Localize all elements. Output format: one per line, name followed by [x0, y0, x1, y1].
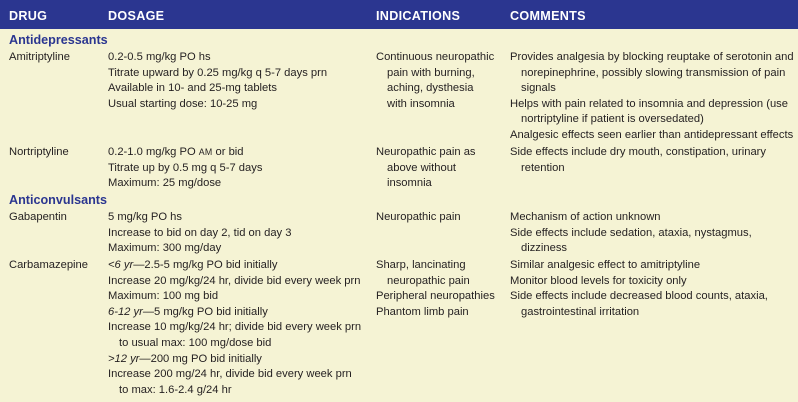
comment-line: Side effects include dry mouth, constipation, urinary	[510, 146, 767, 158]
dosage-line: 5 mg/kg PO hs	[108, 211, 182, 223]
comment-line: Monitor blood levels for toxicity only	[510, 274, 687, 287]
comment-line: gastrointestinal irritation	[521, 305, 640, 318]
section-anticonvulsants: Anticonvulsants	[9, 193, 107, 207]
comment-line: Similar analgesic effect to amitriptyline	[510, 259, 701, 271]
indication-line: Neuropathic pain	[376, 211, 461, 223]
comment-line: Side effects include decreased blood counts, ataxia,	[510, 290, 768, 303]
drug-nortriptyline: Nortriptyline	[9, 146, 69, 158]
amitriptyline-dosage	[108, 50, 368, 112]
comment-line: Mechanism of action unknown	[510, 211, 661, 223]
indication-line: pain with burning,	[387, 66, 475, 79]
dosage-line: Usual starting dose: 10-25 mg	[108, 97, 258, 110]
dose-text: or bid	[212, 146, 244, 158]
header-comments: COMMENTS	[510, 9, 586, 23]
dosage-line: 0.2-0.5 mg/kg PO hs	[108, 51, 211, 63]
dosage-line: Available in 10- and 25-mg tablets	[108, 82, 277, 95]
dose-text: —2.5-5 mg/kg PO bid initially	[133, 259, 278, 271]
indication-line: with insomnia	[387, 97, 455, 110]
dose-text: —200 mg PO bid initially	[139, 352, 262, 365]
indication-line: aching, dysthesia	[387, 82, 474, 95]
gabapentin-dosage	[108, 210, 368, 257]
dosage-line	[108, 145, 368, 161]
dosage-line: Increase 10 mg/kg/24 hr; divide bid every week prn	[108, 321, 362, 334]
comment-line: nortriptyline if patient is oversedated)	[521, 113, 704, 126]
header-dosage: DOSAGE	[108, 9, 165, 23]
header-indications: INDICATIONS	[376, 9, 461, 23]
age-group: >12 yr	[108, 352, 140, 365]
carbamazepine-indications	[376, 258, 502, 320]
indication-line: Phantom limb pain	[376, 305, 469, 318]
indication-line: above without	[387, 161, 457, 174]
header-drug: DRUG	[9, 9, 48, 23]
dosage-line: to max: 1.6-2.4 g/24 hr	[119, 383, 232, 396]
indication-line: Neuropathic pain as	[376, 146, 476, 158]
nortriptyline-dosage	[108, 145, 368, 192]
drug-carbamazepine: Carbamazepine	[9, 259, 88, 271]
comment-line: norepinephrine, possibly slowing transmission of pain	[521, 66, 786, 79]
dose-text: 0.2-1.0 mg/kg PO	[108, 146, 199, 158]
amitriptyline-indications	[376, 50, 502, 112]
comment-line: dizziness	[521, 242, 568, 255]
dosage-line: Increase 20 mg/kg/24 hr, divide bid every week prn	[108, 274, 361, 287]
age-group: <6 yr	[108, 259, 134, 271]
indication-line: neuropathic pain	[387, 274, 470, 287]
indication-line: Continuous neuropathic	[376, 51, 495, 63]
dosage-line: Titrate up by 0.5 mg q 5-7 days	[108, 161, 263, 174]
drug-amitriptyline: Amitriptyline	[9, 51, 70, 63]
age-group: 6-12 yr	[108, 305, 143, 318]
comment-line: Helps with pain related to insomnia and depression (use	[510, 97, 788, 110]
drug-gabapentin: Gabapentin	[9, 211, 67, 223]
comment-line: Provides analgesia by blocking reuptake of serotonin and	[510, 51, 794, 63]
carbamazepine-dosage	[108, 258, 368, 398]
dosage-line	[108, 352, 368, 368]
table-header	[0, 0, 798, 29]
indication-line: Sharp, lancinating	[376, 259, 466, 271]
comment-line: signals	[521, 82, 556, 95]
amitriptyline-comments	[510, 50, 792, 144]
dosage-line: Maximum: 25 mg/dose	[108, 177, 222, 190]
dosage-line: Increase 200 mg/24 hr, divide bid every week prn	[108, 368, 352, 381]
carbamazepine-comments	[510, 258, 792, 320]
section-antidepressants: Antidepressants	[9, 33, 108, 47]
indication-line: Peripheral neuropathies	[376, 290, 495, 303]
dose-text: —5 mg/kg PO bid initially	[142, 305, 268, 318]
comment-line: Side effects include sedation, ataxia, nystagmus,	[510, 226, 752, 239]
indication-line: insomnia	[387, 177, 432, 190]
dosage-line: Maximum: 100 mg bid	[108, 290, 219, 303]
dosage-line: Increase to bid on day 2, tid on day 3	[108, 226, 292, 239]
nortriptyline-indications	[376, 145, 502, 192]
dose-am: AM	[198, 147, 213, 157]
dosage-line: Titrate upward by 0.25 mg/kg q 5-7 days prn	[108, 66, 328, 79]
comment-line: retention	[521, 161, 565, 174]
dosage-line: Maximum: 300 mg/day	[108, 242, 222, 255]
gabapentin-indications	[376, 210, 502, 226]
nortriptyline-comments	[510, 145, 792, 176]
comment-line: Analgesic effects seen earlier than antidepressant effects	[510, 128, 794, 141]
dosage-line: to usual max: 100 mg/dose bid	[119, 336, 272, 349]
dosage-line	[108, 305, 368, 321]
dosage-line	[108, 258, 368, 274]
gabapentin-comments	[510, 210, 792, 257]
